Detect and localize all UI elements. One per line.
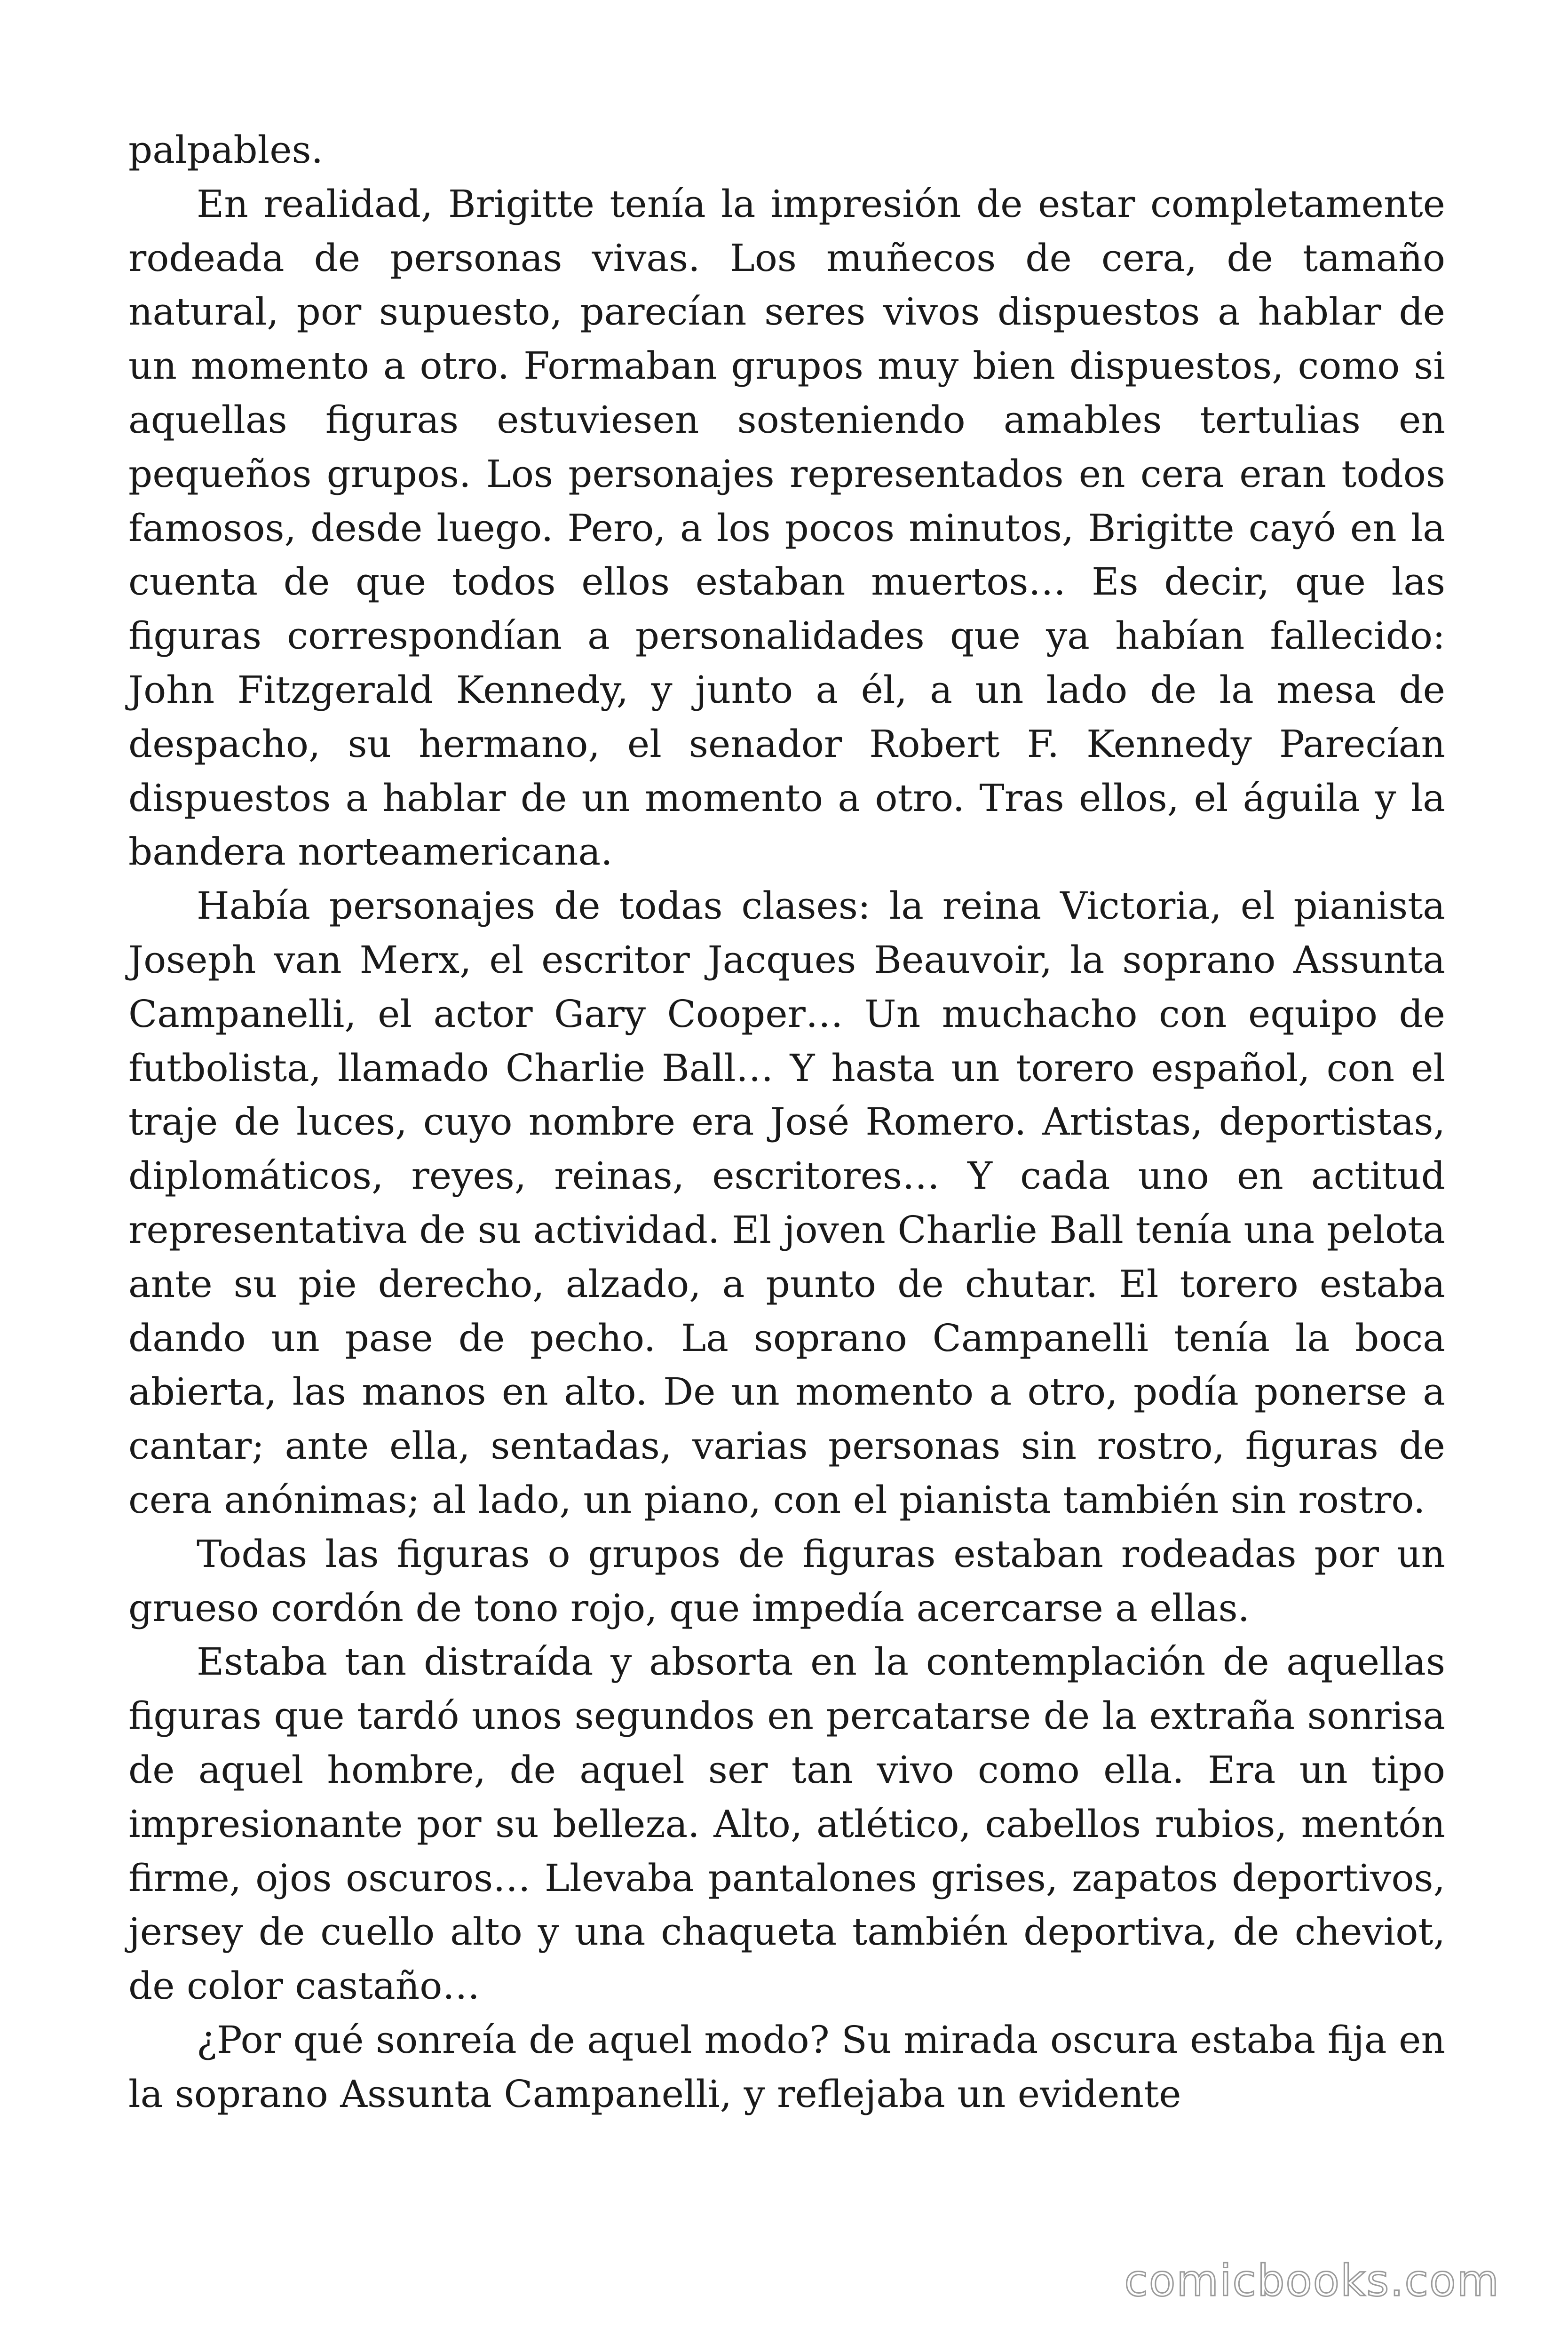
page-body (128, 123, 1445, 2121)
paragraph-1: palpables. (128, 128, 324, 172)
paragraph-3: Había personajes de todas clases: la reina Victoria, el pianista Joseph van Merx, el escritor Jacques Beauvoir, la soprano Assunta Campanelli, el actor Gary Cooper… Un muchacho con equipo de futbolista, llamado Charlie Ball… Y hasta un torero español, con el traje de luces, cuyo nombre era José Romero. Artistas, deportistas, diplomáticos, reyes, reinas, escritores… Y cada uno en actitud representativa de su actividad. El joven Charlie Ball tenía una pelota ante su pie derecho, alzado, a punto de chutar. El torero estaba dando un pase de pecho. La soprano Campanelli tenía la boca abierta, las manos en alto. De un momento a otro, podía ponerse a cantar; ante ella, sentadas, varias personas sin rostro, figuras de cera anónimas; al lado, un piano, con el pianista también sin rostro. (128, 884, 1445, 1522)
paragraph-6: ¿Por qué sonreía de aquel modo? Su mirada oscura estaba fija en la soprano Assunta Campanelli, y reflejaba un evidente (128, 2018, 1445, 2116)
paragraph-5: Estaba tan distraída y absorta en la contemplación de aquellas figuras que tardó unos segundos en percatarse de la extraña sonrisa de aquel hombre, de aquel ser tan vivo como ella. Era un tipo impresionante por su belleza. Alto, atlético, cabellos rubios, mentón firme, ojos oscuros… Llevaba pantalones grises, zapatos deportivos, jersey de cuello alto y una chaqueta también deportiva, de cheviot, de color castaño… (128, 1640, 1445, 2008)
paragraph-4: Todas las figuras o grupos de figuras estaban rodeadas por un grueso cordón de tono rojo, que impedía acercarse a ellas. (128, 1532, 1445, 1630)
paragraph-2: En realidad, Brigitte tenía la impresión de estar completamente rodeada de personas vivas. Los muñecos de cera, de tamaño natural, por supuesto, parecían seres vivos dispuestos a hablar de un momento a otro. Formaban grupos muy bien dispuestos, como si aquellas figuras estuviesen sosteniendo amables tertulias en pequeños grupos. Los personajes representados en cera eran todos famosos, desde luego. Pero, a los pocos minutos, Brigitte cayó en la cuenta de que todos ellos estaban muertos… Es decir, que las figuras correspondían a personalidades que ya habían fallecido: John Fitzgerald Kennedy, y junto a él, a un lado de la mesa de despacho, su hermano, el senador Robert F. Kennedy Parecían dispuestos a hablar de un momento a otro. Tras ellos, el águila y la bandera norteamericana. (128, 182, 1445, 874)
watermark: comicbooks.com (1124, 2256, 1500, 2306)
